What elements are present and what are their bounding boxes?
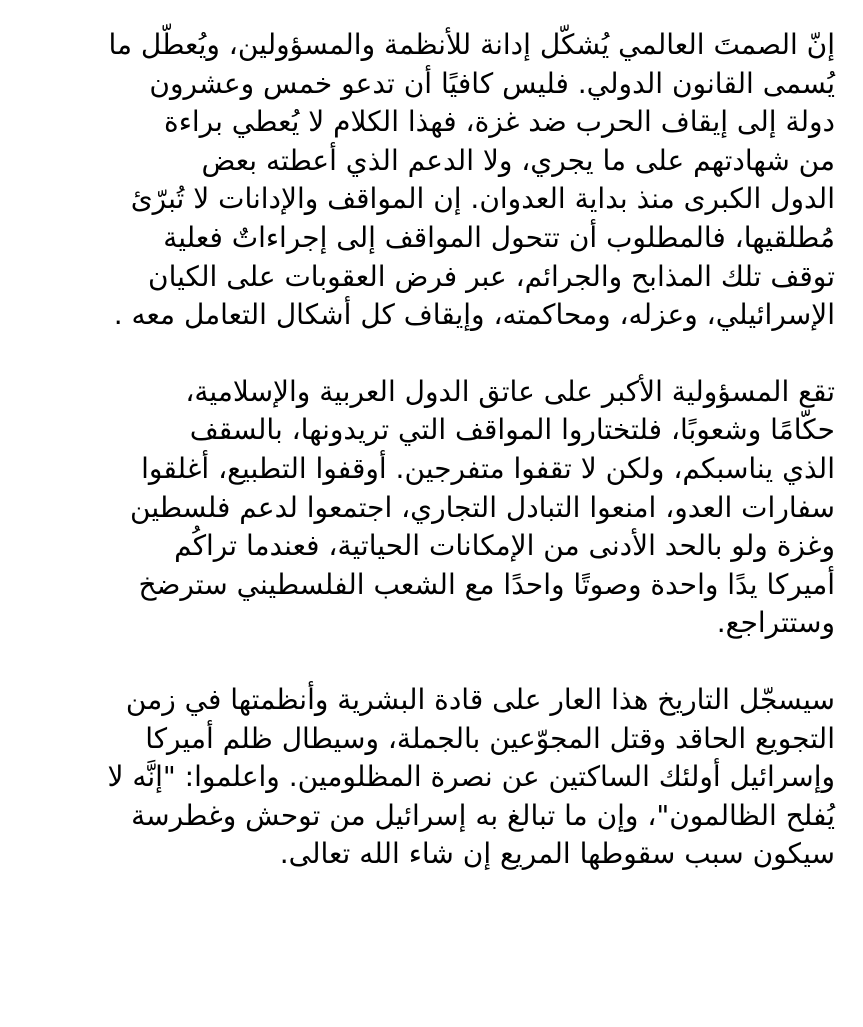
text-line: الذي يناسبكم، ولكن لا تقفوا متفرجين. أوقفوا التطبيع، أغلقوا [141, 451, 835, 485]
text-line: من شهادتهم على ما يجري، ولا الدعم الذي أعطته بعض [201, 143, 835, 177]
text-line: حكّامًا وشعوبًا، فلتختاروا المواقف التي تريدونها، بالسقف [189, 413, 835, 447]
text-line: إنّ الصمتَ العالمي يُشكّل إدانة للأنظمة والمسؤولين، ويُعطّل ما [108, 28, 835, 61]
paragraph-3 [0, 681, 863, 874]
text-line: الدول الكبرى منذ بداية العدوان. إن المواقف والإدانات لا تُبرّئ [130, 182, 835, 216]
text-line: يُفلح الظالمون"، وإن ما تبالغ به إسرائيل من توحش وغطرسة [131, 798, 835, 832]
text-line: التجويع الحاقد وقتل المجوّعين بالجملة، وسيطال ظلم أميركا [145, 721, 835, 755]
paragraph-2 [0, 373, 863, 643]
text-line: سيسجّل التاريخ هذا العار على قادة البشرية وأنظمتها في زمن [125, 682, 835, 716]
text-line: يُسمى القانون الدولي. فليس كافيًا أن تدعو خمس وعشرون [149, 66, 835, 100]
text-line: دولة إلى إيقاف الحرب ضد غزة، فهذا الكلام لا يُعطي براءة [164, 105, 835, 139]
text-line: تقع المسؤولية الأكبر على عاتق الدول العربية والإسلامية، [185, 374, 835, 408]
text-line: أميركا يدًا واحدة وصوتًا واحدًا مع الشعب الفلسطيني سترضخ [138, 567, 835, 601]
text-line: مُطلقيها، فالمطلوب أن تتحول المواقف إلى إجراءاتٌ فعلية [163, 220, 835, 254]
article-body [0, 26, 863, 874]
text-line: وإسرائيل أولئك الساكتين عن نصرة المظلومين. واعلموا: "إنَّه لا [107, 760, 835, 794]
text-line: سفارات العدو، امنعوا التبادل التجاري، اجتمعوا لدعم فلسطين [130, 490, 835, 524]
paragraph-1 [0, 26, 863, 335]
text-line: سيكون سبب سقوطها المريع إن شاء الله تعالى. [279, 837, 835, 871]
text-line: وغزة ولو بالحد الأدنى من الإمكانات الحياتية، فعندما تراكُم [174, 529, 835, 563]
text-line: وستتراجع. [716, 606, 835, 640]
text-line: توقف تلك المذابح والجرائم، عبر فرض العقوبات على الكيان [148, 259, 835, 293]
text-line: الإسرائيلي، وعزله، ومحاكمته، وإيقاف كل أشكال التعامل معه . [113, 298, 835, 332]
